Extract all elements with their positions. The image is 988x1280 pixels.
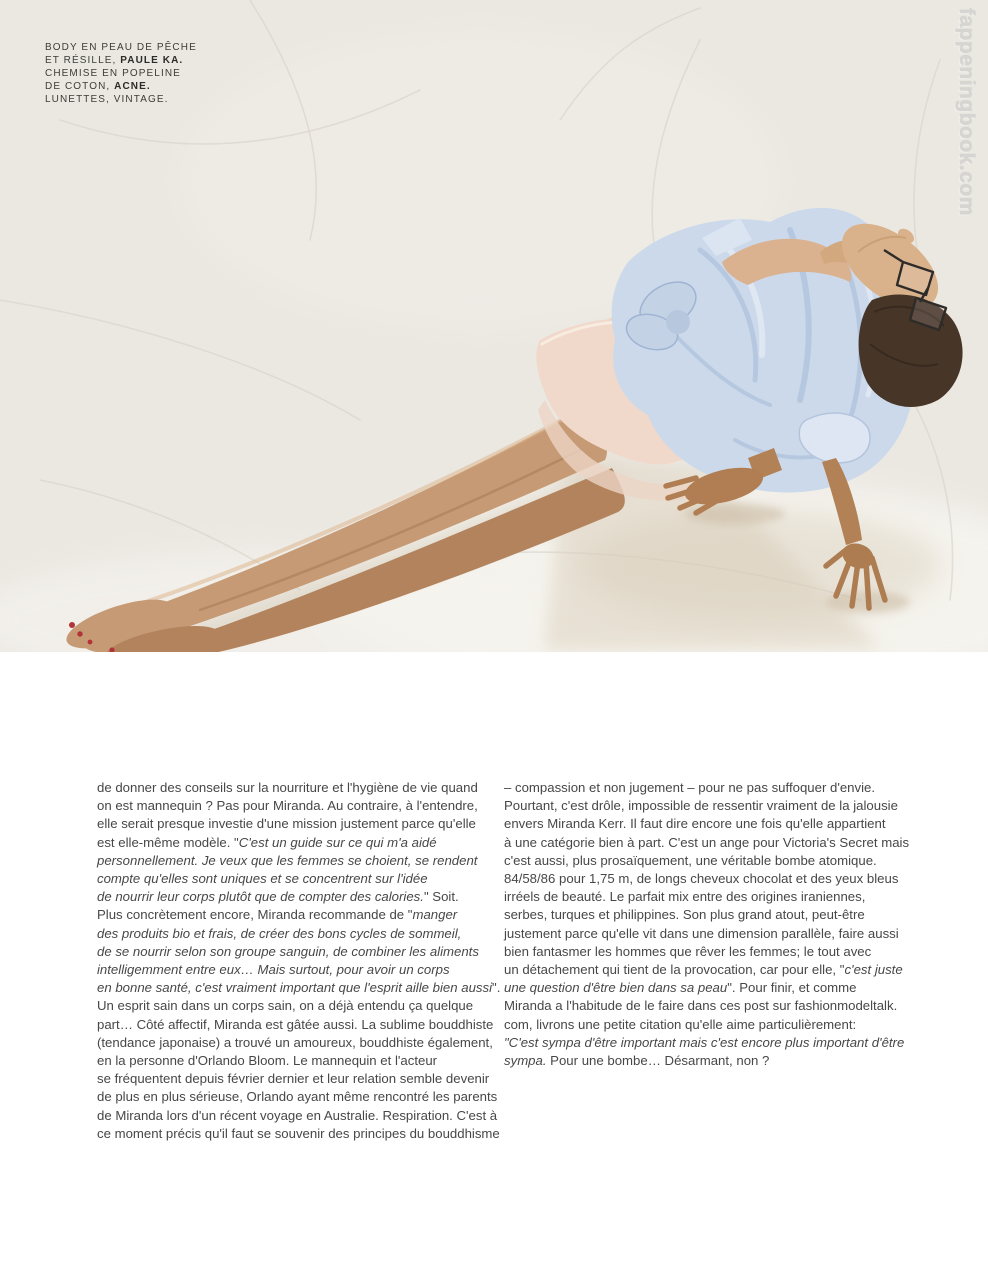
text-line [97,943,491,961]
text-line [97,870,491,888]
text-line [504,997,898,1015]
text-segment: en bonne santé, c'est vraiment important que l'esprit aille bien aussi [97,980,493,996]
text-segment: ACNE. [114,81,151,92]
text-line [97,1125,500,1143]
text-segment: des produits bio et frais, de créer des bons cycles de sommeil, [97,925,462,941]
text-line [97,1088,498,1106]
text-line [97,925,491,943]
text-segment: elle serait presque investie d'une mission justement parce qu'elle [97,816,476,832]
text-segment: envers Miranda Kerr. Il faut dire encore une fois qu'elle appartient [504,816,886,832]
text-line [97,906,491,924]
text-line [504,1052,898,1070]
text-line [504,961,903,979]
text-segment: Miranda a l'habitude de le faire dans ces post sur fashionmodeltalk. [504,998,898,1014]
text-line [504,870,898,888]
text-line [45,41,197,54]
text-line [97,1052,491,1070]
text-segment: manger [412,907,458,923]
text-line [504,925,898,943]
text-line [504,815,898,833]
text-segment: (tendance japonaise) a trouvé un amoureux, bouddhiste également, [97,1034,493,1050]
text-segment: on est mannequin ? Pas pour Miranda. Au contraire, à l'entendre, [97,798,478,814]
text-line [45,80,197,93]
text-segment: ". [492,980,501,996]
text-line [504,779,898,797]
text-line [97,997,491,1015]
text-segment: part… Côté affectif, Miranda est gâtée aussi. La sublime bouddhiste [97,1016,494,1032]
text-line [504,906,898,924]
text-segment: de Miranda lors d'un récent voyage en Australie. Respiration. C'est à [97,1107,498,1123]
text-segment: de plus en plus sérieuse, Orlando ayant même rencontré les parents [97,1089,498,1105]
text-segment: Plus concrètement encore, Miranda recommande de " [97,907,413,923]
text-segment: justement parce qu'elle vit dans une dimension parallèle, faire aussi [504,925,899,941]
text-line [504,834,910,852]
text-segment: ". Pour finir, et comme [727,980,857,996]
text-segment: de se nourrir selon son groupe sanguin, de combiner les aliments [97,943,479,959]
text-line [97,1107,498,1125]
text-segment: compte qu'elles sont uniques et se concentrent sur l'idée [97,871,428,887]
text-segment: c'est juste [844,962,903,978]
text-segment: CHEMISE EN POPELINE [45,68,181,79]
text-segment: un détachement qui tient de la provocation, car pour elle, " [504,962,845,978]
text-segment: serbes, turques et philippines. Son plus grand atout, peut-être [504,907,865,923]
text-line [97,979,501,997]
text-line [97,961,491,979]
text-line [45,54,197,67]
article-column-right [504,779,910,1143]
text-segment: de donner des conseils sur la nourriture et l'hygiène de vie quand [97,780,478,795]
text-segment: se fréquentent depuis février dernier et leur relation semble devenir [97,1071,490,1087]
article-column-left [97,779,501,1143]
text-segment: Un esprit sain dans un corps sain, on a déjà entendu ça quelque [97,998,474,1014]
text-line [97,815,491,833]
text-line [97,1070,491,1088]
text-segment: " Soit. [423,889,459,905]
text-line [504,1016,898,1034]
text-segment: intelligemment entre eux… Mais surtout, pour avoir un corps [97,962,450,978]
text-segment: DE COTON, [45,81,115,92]
text-segment: PAULE KA. [120,55,184,66]
text-segment: BODY EN PEAU DE PÊCHE [45,42,197,53]
text-line [97,797,491,815]
text-line [504,797,898,815]
text-segment: 84/58/86 pour 1,75 m, de longs cheveux chocolat et des yeux bleus [504,871,899,887]
text-segment: C'est un guide sur ce qui m'a aidé [238,834,437,850]
text-segment: com, livrons une petite citation qu'elle aime particulièrement: [504,1016,857,1032]
text-line [97,834,491,852]
text-segment: "C'est sympa d'être important mais c'est encore plus important d'être [504,1034,905,1050]
text-segment: Pourtant, c'est drôle, impossible de ressentir vraiment de la jalousie [504,798,898,814]
text-segment: ET RÉSILLE, [45,55,121,66]
text-segment: sympa. [504,1053,547,1069]
text-segment: de nourrir leur corps plutôt que de compter des calories. [97,889,424,905]
text-line [45,93,197,106]
text-segment: LUNETTES, VINTAGE. [45,94,169,105]
text-segment: personnellement. Je veux que les femmes se choient, se rendent [97,852,478,868]
text-line [504,943,898,961]
photo-caption [45,41,197,106]
text-line [97,852,491,870]
text-segment: Pour une bombe… Désarmant, non ? [546,1053,770,1069]
text-line [97,888,491,906]
text-line [97,1016,494,1034]
text-segment: est elle-même modèle. " [97,834,239,850]
text-line [504,1034,905,1052]
text-line [504,852,898,870]
text-segment: c'est aussi, plus prosaïquement, une véritable bombe atomique. [504,852,877,868]
text-segment: irréels de beauté. Le parfait mix entre des origines iraniennes, [504,889,866,905]
text-line [97,779,491,797]
text-line [45,67,197,80]
text-segment: en la personne d'Orlando Bloom. Le mannequin et l'acteur [97,1053,438,1069]
text-segment: une question d'être bien dans sa peau [504,980,728,996]
text-line [504,979,898,997]
text-segment: – compassion et non jugement – pour ne pas suffoquer d'envie. [504,780,876,795]
text-segment: à une catégorie bien à part. C'est un ange pour Victoria's Secret mais [504,834,910,850]
text-segment: ce moment précis qu'il faut se souvenir des principes du bouddhisme [97,1125,500,1141]
text-line [504,888,898,906]
watermark-text: fappeningbook.com [955,8,978,216]
text-segment: bien fantasmer les hommes que rêver les femmes; le tout avec [504,943,872,959]
article-body [97,779,910,1143]
text-line [97,1034,491,1052]
